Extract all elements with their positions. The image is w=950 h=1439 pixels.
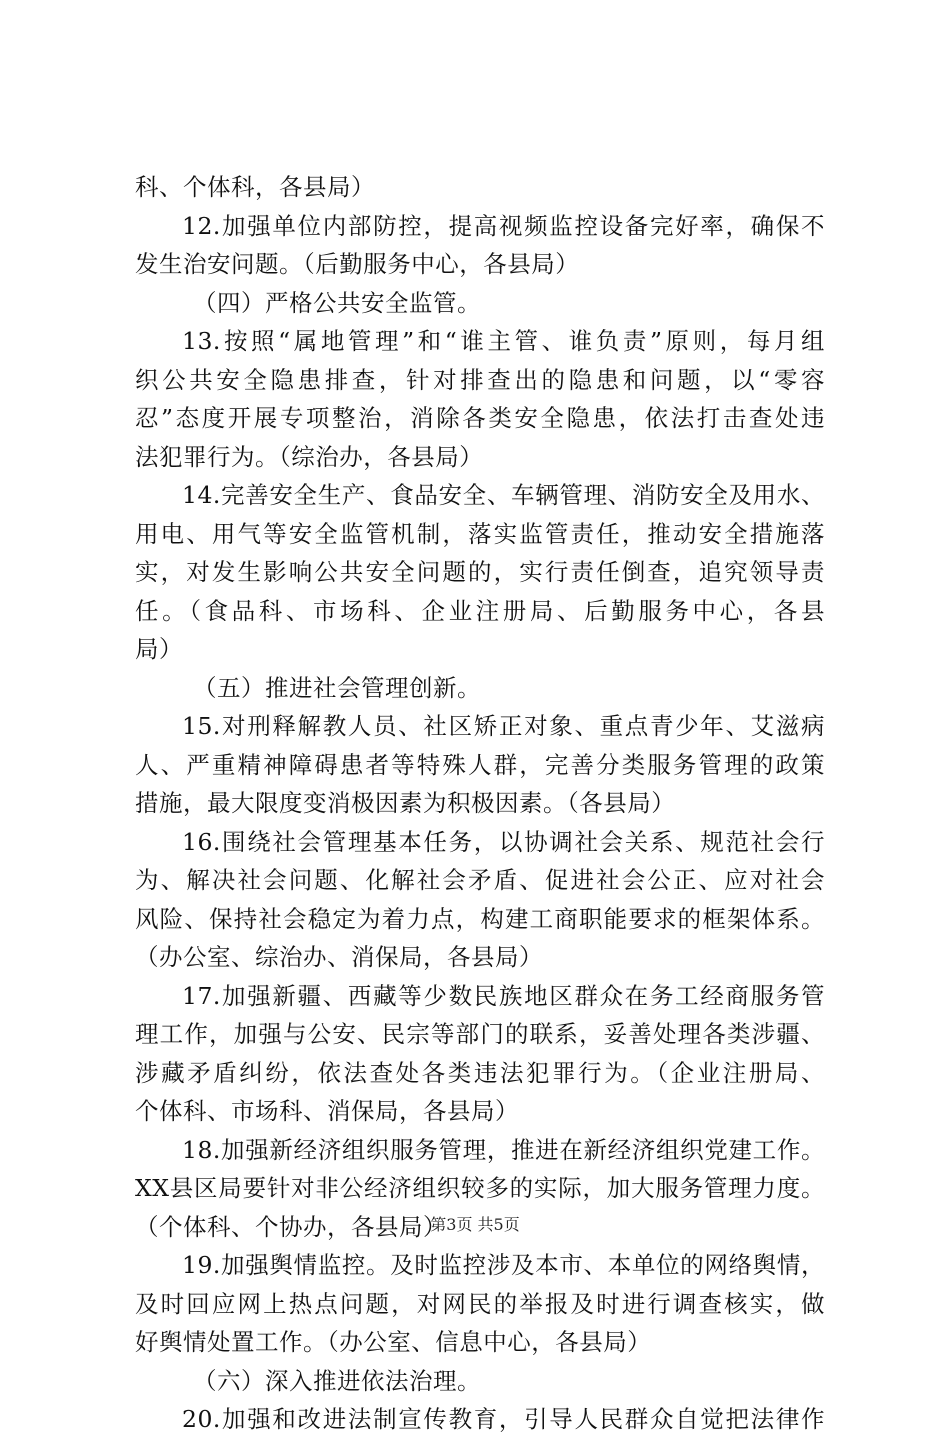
text-line: （五）推进社会管理创新。 bbox=[193, 673, 481, 702]
text-line: 12.加强单位内部防控，提高视频监控设备完好率，确保不 bbox=[182, 211, 825, 240]
text-line: 20.加强和改进法制宣传教育，引导人民群众自觉把法律作 bbox=[182, 1405, 825, 1433]
document-body bbox=[135, 168, 825, 1439]
text-line: 13.按照“属地管理”和“谁主管、谁负责”原则，每月组 bbox=[182, 327, 825, 355]
text-line: 风险、保持社会稳定为着力点，构建工商职能要求的框架体系。 bbox=[135, 904, 825, 933]
text-line: 理工作，加强与公安、民宗等部门的联系，妥善处理各类涉疆、 bbox=[135, 1020, 825, 1048]
text-line: （个体科、个协办，各县局） bbox=[135, 1212, 447, 1241]
page-number-footer: 第3页 共5页 bbox=[430, 1215, 520, 1234]
text-line: （四）严格公共安全监管。 bbox=[193, 288, 481, 317]
text-line: 涉藏矛盾纠纷，依法查处各类违法犯罪行为。（企业注册局、 bbox=[135, 1058, 825, 1087]
text-line: XX县区局要针对非公经济组织较多的实际，加大服务管理力度。 bbox=[135, 1174, 825, 1202]
text-line: 措施，最大限度变消极因素为积极因素。（各县局） bbox=[135, 789, 676, 817]
text-line: 18.加强新经济组织服务管理，推进在新经济组织党建工作。 bbox=[182, 1135, 825, 1164]
text-line: 科、个体科，各县局） bbox=[135, 173, 375, 201]
text-line: 个体科、市场科、消保局，各县局） bbox=[135, 1097, 519, 1125]
text-line: 法犯罪行为。（综治办，各县局） bbox=[135, 442, 484, 471]
text-line: 实，对发生影响公共安全问题的，实行责任倒查，追究领导责 bbox=[135, 558, 825, 586]
text-line: 人、严重精神障碍患者等特殊人群，完善分类服务管理的政策 bbox=[135, 750, 825, 779]
text-line: 19.加强舆情监控。及时监控涉及本市、本单位的网络舆情， bbox=[182, 1251, 825, 1279]
text-line: 局） bbox=[135, 635, 183, 663]
text-line: 为、解决社会问题、化解社会矛盾、促进社会公正、应对社会 bbox=[135, 866, 825, 894]
text-line: （六）深入推进依法治理。 bbox=[193, 1366, 481, 1395]
text-line: 织公共安全隐患排查，针对排查出的隐患和问题，以“零容 bbox=[135, 365, 825, 394]
text-line: 用电、用气等安全监管机制，落实监管责任，推动安全措施落 bbox=[135, 519, 825, 548]
text-line: （办公室、综治办、消保局，各县局） bbox=[135, 943, 543, 971]
text-line: 17.加强新疆、西藏等少数民族地区群众在务工经商服务管 bbox=[182, 981, 825, 1010]
text-line: 14.完善安全生产、食品安全、车辆管理、消防安全及用水、 bbox=[182, 481, 825, 509]
text-line: 任。（食品科、市场科、企业注册局、后勤服务中心，各县 bbox=[135, 596, 825, 625]
text-line: 忍”态度开展专项整治，消除各类安全隐患，依法打击查处违 bbox=[135, 404, 825, 432]
text-line: 及时回应网上热点问题，对网民的举报及时进行调查核实，做 bbox=[135, 1289, 825, 1318]
text-line: 好舆情处置工作。（办公室、信息中心，各县局） bbox=[135, 1328, 652, 1356]
text-line: 16.围绕社会管理基本任务，以协调社会关系、规范社会行 bbox=[182, 827, 825, 856]
text-line: 发生治安问题。（后勤服务中心，各县局） bbox=[135, 250, 580, 278]
text-line: 15.对刑释解教人员、社区矫正对象、重点青少年、艾滋病 bbox=[182, 712, 825, 740]
